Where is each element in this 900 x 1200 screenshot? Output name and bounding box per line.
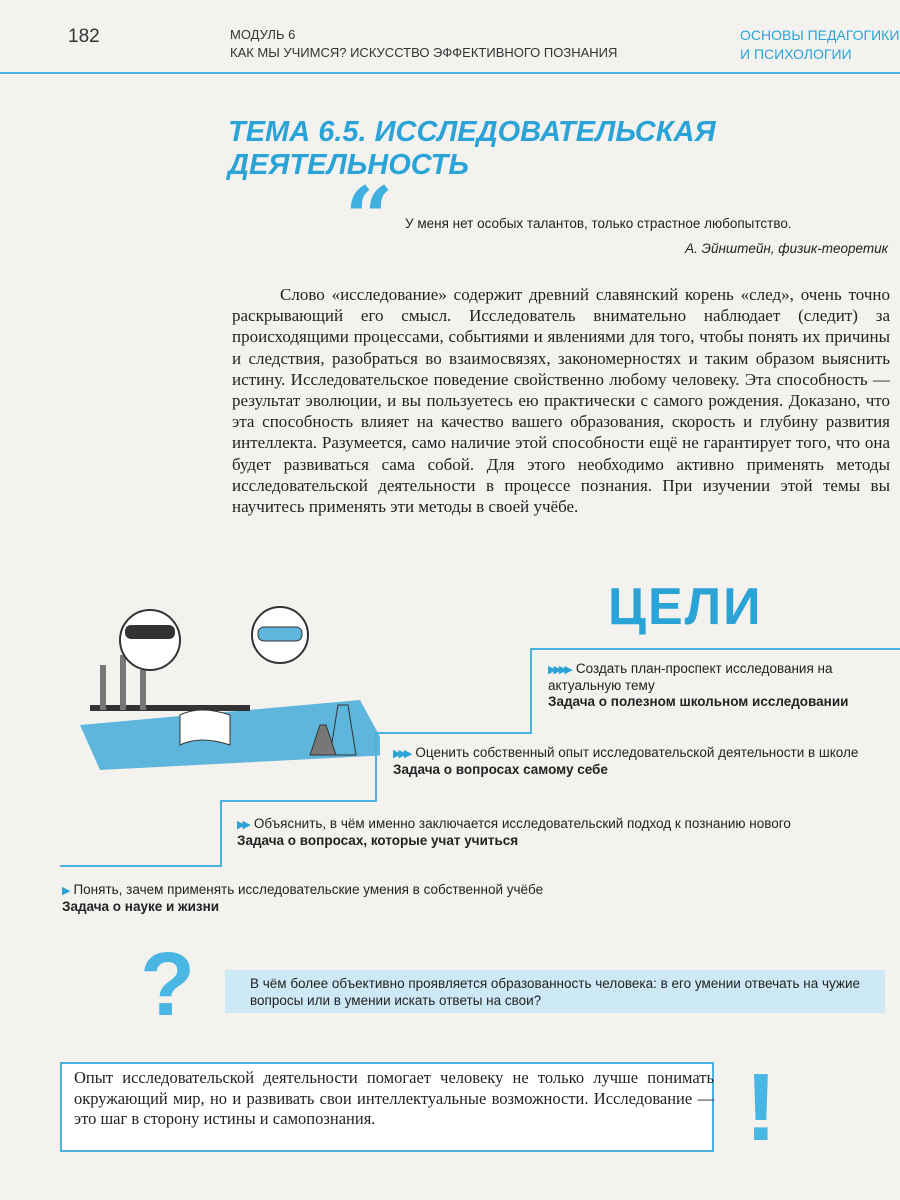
- module-title: КАК МЫ УЧИМСЯ? ИСКУССТВО ЭФФЕКТИВНОГО ПОЗНАНИЯ: [230, 45, 618, 60]
- goal-item: [237, 816, 887, 849]
- section-header: [740, 26, 899, 64]
- module-header: [230, 26, 617, 62]
- title-line2: ДЕЯТЕЛЬНОСТЬ: [228, 149, 469, 181]
- goal-item: [62, 882, 862, 915]
- goal-task: Задача о науке и жизни: [62, 899, 220, 914]
- intro-paragraph: Слово «исследование» содержит древний славянский корень «след», очень точно раскрывающий его смысл. Исследователь внимательно наблюдает (следит) за происходящими процессами, событиями и явлениями для того, чтобы понять их причины и следствия, разобраться во взаимосвязях, закономерностях и таким образом выяснить истину. Исследовательское поведение свойственно любому человеку. Эта способность — результат эволюции, и вы пользуетесь ею практически с самого рождения. Доказано, что эта способность влияет на качество вашего образования, скорость и глубину развития интеллекта. Разумеется, само наличие этой способности ещё не гарантирует того, что она будет развиваться сама собой. Для этого необходимо активно применять методы исследовательской деятельности в процессе познания. При изучении этой темы вы научитесь применять эти методы в своей учёбе.: [232, 285, 890, 517]
- step-line: [530, 648, 900, 650]
- step-line: [375, 732, 532, 734]
- section-line2: И ПСИХОЛОГИИ: [740, 46, 852, 62]
- step-line: [220, 800, 222, 866]
- conclusion-text: Опыт исследовательской деятельности помогает человеку не только лучше понимать окружающий мир, но и развивать свои интеллектуальные возможности. Исследование — это шаг в сторону истины и самопознания.: [74, 1068, 714, 1128]
- epigraph-quote: У меня нет особых талантов, только страстное любопытство.: [405, 216, 792, 231]
- arrow-icon: ▶▶▶▶: [548, 664, 570, 676]
- module-number: МОДУЛЬ 6: [230, 27, 296, 42]
- goal-task: Задача о вопросах, которые учат учиться: [237, 833, 519, 848]
- header-divider: [0, 72, 900, 74]
- goal-task: Задача о вопросах самому себе: [393, 762, 608, 777]
- arrow-icon: ▶▶: [237, 819, 248, 831]
- title-line1: ТЕМА 6.5. ИССЛЕДОВАТЕЛЬСКАЯ: [228, 116, 716, 148]
- goal-text: Объяснить, в чём именно заключается исследовательский подход к познанию нового: [253, 816, 791, 831]
- goal-text: Оценить собственный опыт исследовательской деятельности в школе: [415, 745, 859, 760]
- step-line: [60, 865, 222, 867]
- question-text: В чём более объективно проявляется образованность человека: в его умении отвечать на чужие вопросы или в умении искать ответы на свои?: [250, 976, 861, 1008]
- question-mark-icon: ?: [140, 935, 195, 1035]
- goal-text: Создать план-проспект исследования на актуальную тему: [548, 661, 833, 693]
- page-number: 182: [68, 26, 100, 47]
- goal-task: Задача о полезном школьном исследовании: [548, 694, 849, 709]
- quote-mark-icon: “: [345, 168, 394, 267]
- step-line: [530, 648, 532, 732]
- exclamation-icon: !: [745, 1054, 777, 1161]
- goal-item: [548, 661, 886, 710]
- goal-text: Понять, зачем применять исследовательские умения в собственной учёбе: [73, 882, 544, 897]
- epigraph-author: А. Эйнштейн, физик-теоретик: [685, 241, 888, 256]
- arrow-icon: ▶: [62, 885, 68, 897]
- lab-illustration: [60, 595, 380, 770]
- section-line1: ОСНОВЫ ПЕДАГОГИКИ: [740, 27, 900, 43]
- step-line: [220, 800, 377, 802]
- goals-heading: ЦЕЛИ: [608, 578, 763, 636]
- arrow-icon: ▶▶▶: [393, 748, 410, 760]
- step-line: [375, 732, 377, 802]
- topic-title: [228, 116, 716, 182]
- goal-item: [393, 745, 886, 778]
